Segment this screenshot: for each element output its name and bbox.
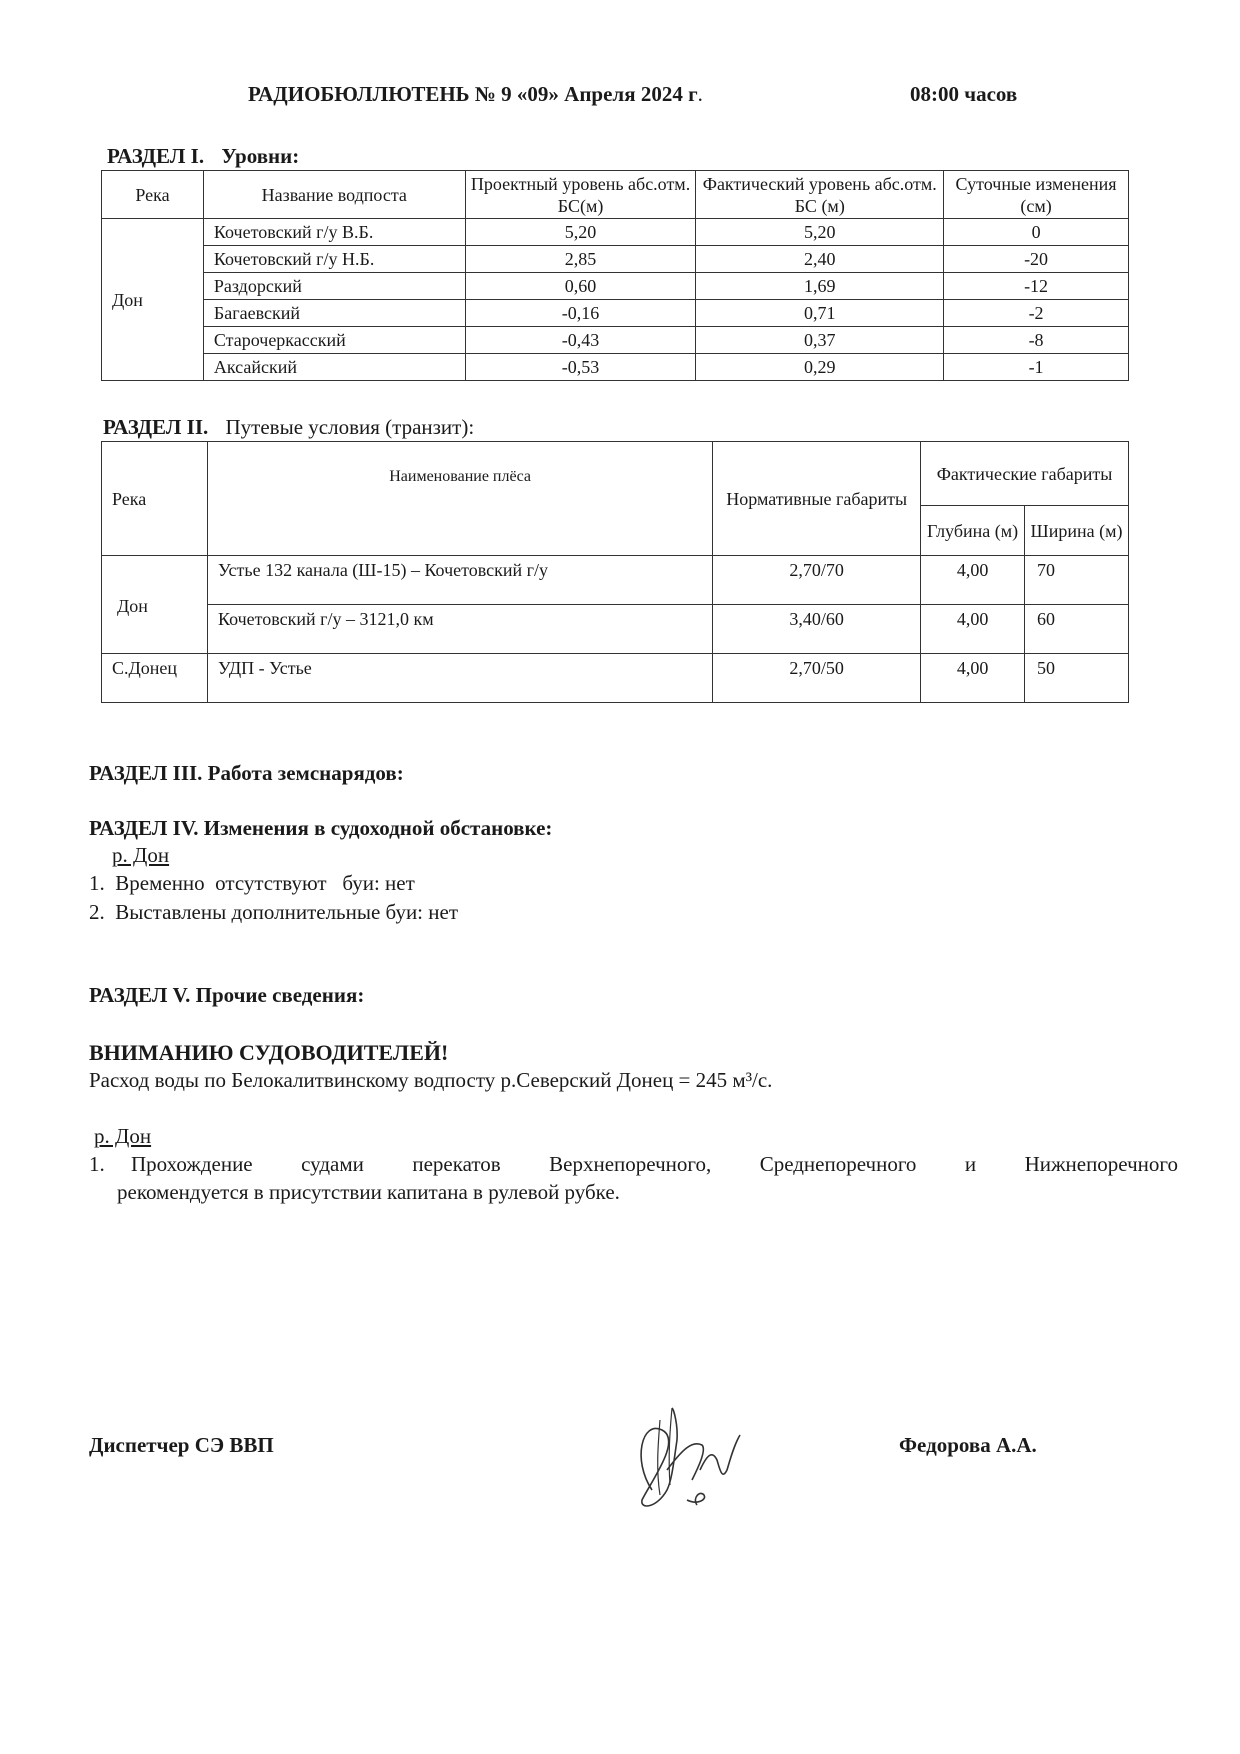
attention-river: р. Дон xyxy=(94,1124,152,1148)
actual-level: 0,71 xyxy=(696,300,944,327)
attention-flow: Расход воды по Белокалитвинскому водпосту р.Северский Донец = 245 м³/с. xyxy=(89,1068,773,1092)
table-row xyxy=(102,300,1129,327)
table-row xyxy=(102,219,1129,246)
attention-item-line1: Прохождение судами перекатов Верхнепоречного, Среднепоречного и Нижнепоречного xyxy=(131,1152,1178,1176)
norm-dimensions: 2,70/70 xyxy=(713,556,921,605)
daily-change: -12 xyxy=(944,273,1129,300)
transit-river-cell: С.Донец xyxy=(102,654,208,703)
actual-level: 5,20 xyxy=(696,219,944,246)
levels-header-station: Название водпоста xyxy=(203,171,465,219)
bulletin-header xyxy=(248,82,1018,107)
table-row xyxy=(102,354,1129,381)
dispatcher-name: Федорова А.А. xyxy=(899,1433,1037,1457)
design-level: -0,43 xyxy=(465,327,696,354)
section1-title: Уровни: xyxy=(221,144,300,168)
levels-header-row xyxy=(102,171,1129,219)
daily-change: -20 xyxy=(944,246,1129,273)
daily-change: -8 xyxy=(944,327,1129,354)
table-row xyxy=(102,556,1129,605)
transit-header-row xyxy=(102,442,1129,506)
section4-title: РАЗДЕЛ IV. Изменения в судоходной обстановке: xyxy=(89,816,553,840)
section2-label: РАЗДЕЛ II. xyxy=(103,415,209,439)
attention-item-line2: рекомендуется в присутствии капитана в рулевой рубке. xyxy=(117,1180,620,1204)
actual-level: 0,37 xyxy=(696,327,944,354)
transit-river-cell: Дон xyxy=(102,556,208,654)
signature-icon xyxy=(612,1400,762,1520)
reach-name: Кочетовский г/у – 3121,0 км xyxy=(207,605,712,654)
attention-title: ВНИМАНИЮ СУДОВОДИТЕЛЕЙ! xyxy=(89,1040,449,1065)
levels-header-actual: Фактический уровень абс.отм. БС (м) xyxy=(696,171,944,219)
table-row xyxy=(102,654,1129,703)
actual-width: 50 xyxy=(1025,654,1129,703)
levels-header-change: Суточные изменения (см) xyxy=(944,171,1129,219)
station-name: Раздорский xyxy=(203,273,465,300)
actual-level: 2,40 xyxy=(696,246,944,273)
bulletin-title: РАДИОБЮЛЛЮТЕНЬ № 9 «09» Апреля 2024 г xyxy=(248,82,698,106)
bulletin-time: 08:00 часов xyxy=(910,82,1018,106)
section3-title: РАЗДЕЛ III. Работа земснарядов: xyxy=(89,761,404,785)
actual-depth: 4,00 xyxy=(921,654,1025,703)
station-name: Багаевский xyxy=(203,300,465,327)
table-row xyxy=(102,246,1129,273)
section2-title: Путевые условия (транзит): xyxy=(225,415,475,439)
norm-dimensions: 2,70/50 xyxy=(713,654,921,703)
section1-label: РАЗДЕЛ I. xyxy=(107,144,205,168)
station-name: Аксайский xyxy=(203,354,465,381)
design-level: 5,20 xyxy=(465,219,696,246)
transit-header-reach: Наименование плёса xyxy=(207,442,712,556)
levels-header-river: Река xyxy=(102,171,204,219)
reach-name: Устье 132 канала (Ш-15) – Кочетовский г/у xyxy=(207,556,712,605)
design-level: -0,53 xyxy=(465,354,696,381)
table-row xyxy=(102,605,1129,654)
design-level: 2,85 xyxy=(465,246,696,273)
transit-header-depth: Глубина (м) xyxy=(921,506,1025,556)
table-row xyxy=(102,273,1129,300)
daily-change: 0 xyxy=(944,219,1129,246)
norm-dimensions: 3,40/60 xyxy=(713,605,921,654)
actual-width: 70 xyxy=(1025,556,1129,605)
levels-river-cell: Дон xyxy=(102,219,204,381)
daily-change: -2 xyxy=(944,300,1129,327)
transit-header-norm: Нормативные габариты xyxy=(713,442,921,556)
daily-change: -1 xyxy=(944,354,1129,381)
attention-item-number: 1. xyxy=(89,1152,105,1176)
design-level: 0,60 xyxy=(465,273,696,300)
transit-table xyxy=(101,441,1129,703)
section4-river: р. Дон xyxy=(112,843,170,867)
dispatcher-position: Диспетчер СЭ ВВП xyxy=(89,1433,274,1457)
list-item: 2. Выставлены дополнительные буи: нет xyxy=(89,900,458,924)
actual-depth: 4,00 xyxy=(921,556,1025,605)
actual-width: 60 xyxy=(1025,605,1129,654)
transit-header-river: Река xyxy=(102,442,208,556)
station-name: Кочетовский г/у В.Б. xyxy=(203,219,465,246)
design-level: -0,16 xyxy=(465,300,696,327)
levels-header-design: Проектный уровень абс.отм. БС(м) xyxy=(465,171,696,219)
list-item: 1. Временно отсутствуют буи: нет xyxy=(89,871,415,895)
levels-table xyxy=(101,170,1129,381)
section5-title: РАЗДЕЛ V. Прочие сведения: xyxy=(89,983,365,1007)
actual-depth: 4,00 xyxy=(921,605,1025,654)
station-name: Кочетовский г/у Н.Б. xyxy=(203,246,465,273)
station-name: Старочеркасский xyxy=(203,327,465,354)
reach-name: УДП - Устье xyxy=(207,654,712,703)
transit-header-actual: Фактические габариты xyxy=(921,442,1129,506)
table-row xyxy=(102,327,1129,354)
title-dot: . xyxy=(697,82,703,106)
actual-level: 1,69 xyxy=(696,273,944,300)
section1-heading xyxy=(107,144,299,169)
section2-heading xyxy=(103,415,474,440)
transit-header-width: Ширина (м) xyxy=(1025,506,1129,556)
actual-level: 0,29 xyxy=(696,354,944,381)
